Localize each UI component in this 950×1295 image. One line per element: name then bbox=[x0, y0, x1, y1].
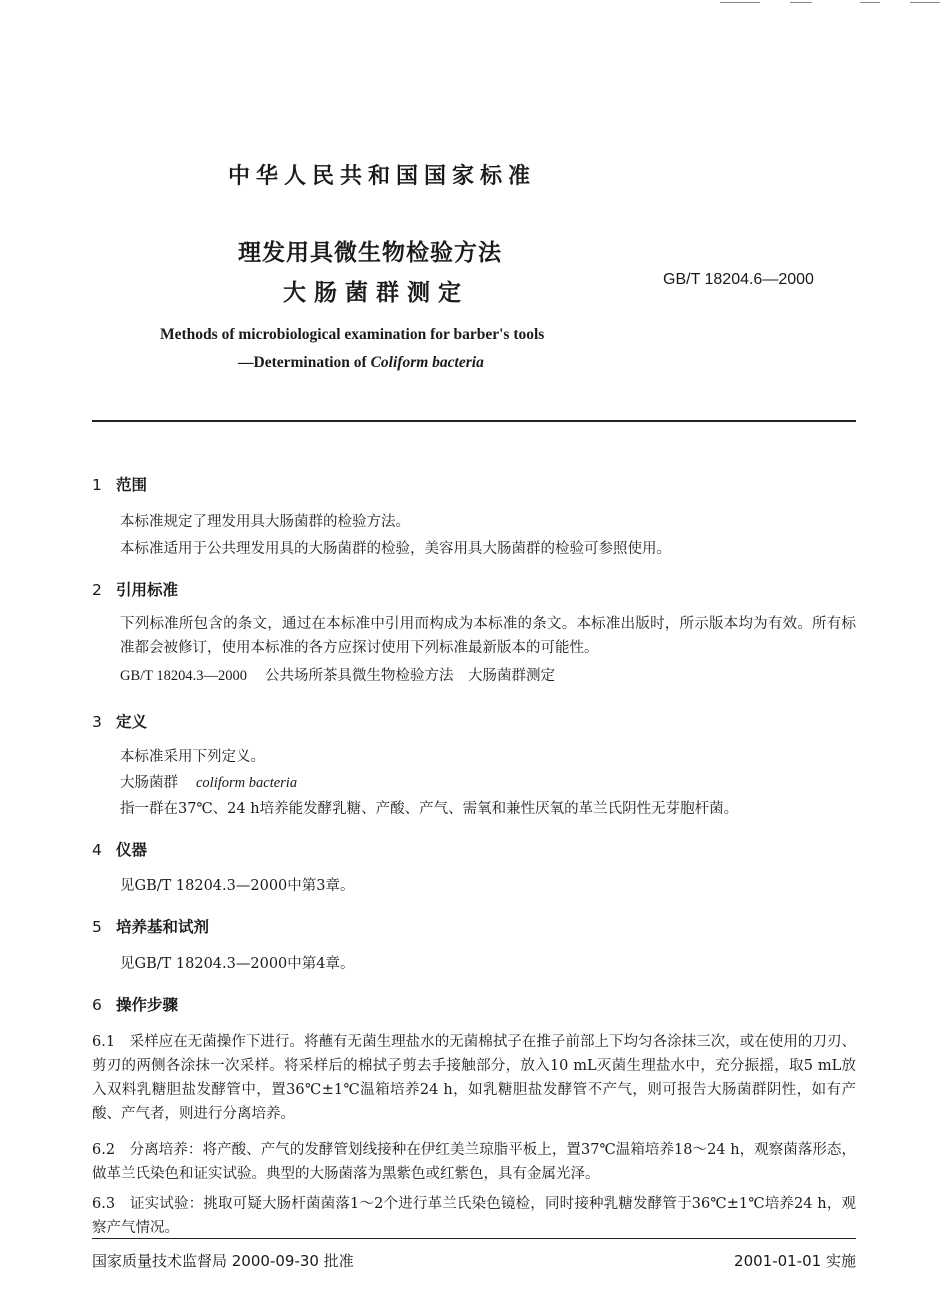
standard-number: GB/T 18204.6—2000 bbox=[663, 271, 814, 288]
s6-2-para: 6.2 分离培养：将产酸、产气的发酵管划线接种在伊红美兰琼脂平板上，置37℃温箱培养18～24 h，观察菌落形态，做革兰氏染色和证实试验。典型的大肠菌落为黑紫色或红紫色，具有金属光泽。 bbox=[92, 1142, 856, 1182]
section-number: 1 bbox=[92, 476, 102, 494]
section-4-heading bbox=[92, 838, 147, 860]
s2-para-1 bbox=[92, 612, 856, 660]
s4-para-1: 见GB/T 18204.3—2000中第3章。 bbox=[120, 878, 355, 894]
term-chinese: 大肠菌群 bbox=[120, 775, 178, 791]
title-line-2: 大肠菌群测定 bbox=[283, 280, 469, 306]
english-title-line-2 bbox=[238, 354, 484, 372]
section-number: 3 bbox=[92, 713, 102, 731]
section-title: 范围 bbox=[116, 476, 148, 494]
section-title: 操作步骤 bbox=[116, 996, 179, 1014]
section-title: 仪器 bbox=[116, 841, 148, 859]
english-title-prefix: —Determination of bbox=[238, 354, 371, 371]
s2-para-1-text: 下列标准所包含的条文，通过在本标准中引用而构成为本标准的条文。本标准出版时，所示版本均为有效。所有标准都会被修订，使用本标准的各方应探讨使用下列标准最新版本的可能性。 bbox=[120, 616, 856, 656]
s3-definition: 指一群在37℃、24 h培养能发酵乳糖、产酸、产气、需氧和兼性厌氧的革兰氏阴性无芽胞杆菌。 bbox=[120, 801, 739, 817]
english-title-line-1: Methods of microbiological examination for barber's tools bbox=[160, 326, 545, 343]
section-3-heading bbox=[92, 710, 147, 732]
s5-para-1: 见GB/T 18204.3—2000中第4章。 bbox=[120, 956, 355, 972]
section-number: 6 bbox=[92, 996, 102, 1014]
reference-title: 公共场所茶具微生物检验方法 大肠菌群测定 bbox=[265, 668, 556, 684]
s3-term bbox=[120, 771, 297, 795]
term-english: coliform bacteria bbox=[196, 775, 298, 791]
header-rule bbox=[92, 420, 856, 422]
section-title: 定义 bbox=[116, 713, 148, 731]
title-line-1: 理发用具微生物检验方法 bbox=[238, 240, 502, 266]
s1-para-1: 本标准规定了理发用具大肠菌群的检验方法。 bbox=[120, 514, 410, 530]
national-standard-heading: 中华人民共和国国家标准 bbox=[228, 164, 537, 189]
s3-para-1: 本标准采用下列定义。 bbox=[120, 749, 265, 765]
section-number: 2 bbox=[92, 581, 102, 599]
section-5-heading bbox=[92, 915, 209, 937]
section-number: 4 bbox=[92, 841, 102, 859]
english-title-italic: Coliform bacteria bbox=[370, 354, 484, 371]
section-6-heading bbox=[92, 993, 178, 1015]
section-2-heading bbox=[92, 578, 178, 600]
reference-code: GB/T 18204.3—2000 bbox=[120, 668, 248, 684]
s1-para-2: 本标准适用于公共理发用具的大肠菌群的检验，美容用具大肠菌群的检验可参照使用。 bbox=[120, 541, 671, 557]
section-1-heading bbox=[92, 473, 147, 495]
section-number: 5 bbox=[92, 918, 102, 936]
footer-implementation: 2001-01-01 实施 bbox=[734, 1252, 856, 1270]
section-title: 培养基和试剂 bbox=[116, 918, 210, 936]
top-edge-marks bbox=[710, 0, 950, 6]
s6-3-para: 6.3 证实试验：挑取可疑大肠杆菌菌落1～2个进行革兰氏染色镜检，同时接种乳糖发酵管于36℃±1℃培养24 h，观察产气情况。 bbox=[92, 1196, 856, 1236]
s6-1-para: 6.1 采样应在无菌操作下进行。将蘸有无菌生理盐水的无菌棉拭子在推子前部上下均匀各涂抹三次，或在使用的刀刃、剪刃的两侧各涂抹一次采样。将采样后的棉拭子剪去手接触部分，放入10 mL灭菌生理盐水中，充分振摇，取5 mL放入双料乳糖胆盐发酵管中，置36℃±1℃温箱培养24 h，如乳糖胆盐发酵管不产气，则可报告大肠菌群阴性，如有产酸、产气者，则进行分离培养。 bbox=[92, 1034, 856, 1122]
s2-reference bbox=[120, 664, 555, 688]
footer-approval: 国家质量技术监督局 2000-09-30 批准 bbox=[92, 1252, 354, 1270]
footer-rule bbox=[92, 1238, 856, 1239]
section-title: 引用标准 bbox=[116, 581, 179, 599]
